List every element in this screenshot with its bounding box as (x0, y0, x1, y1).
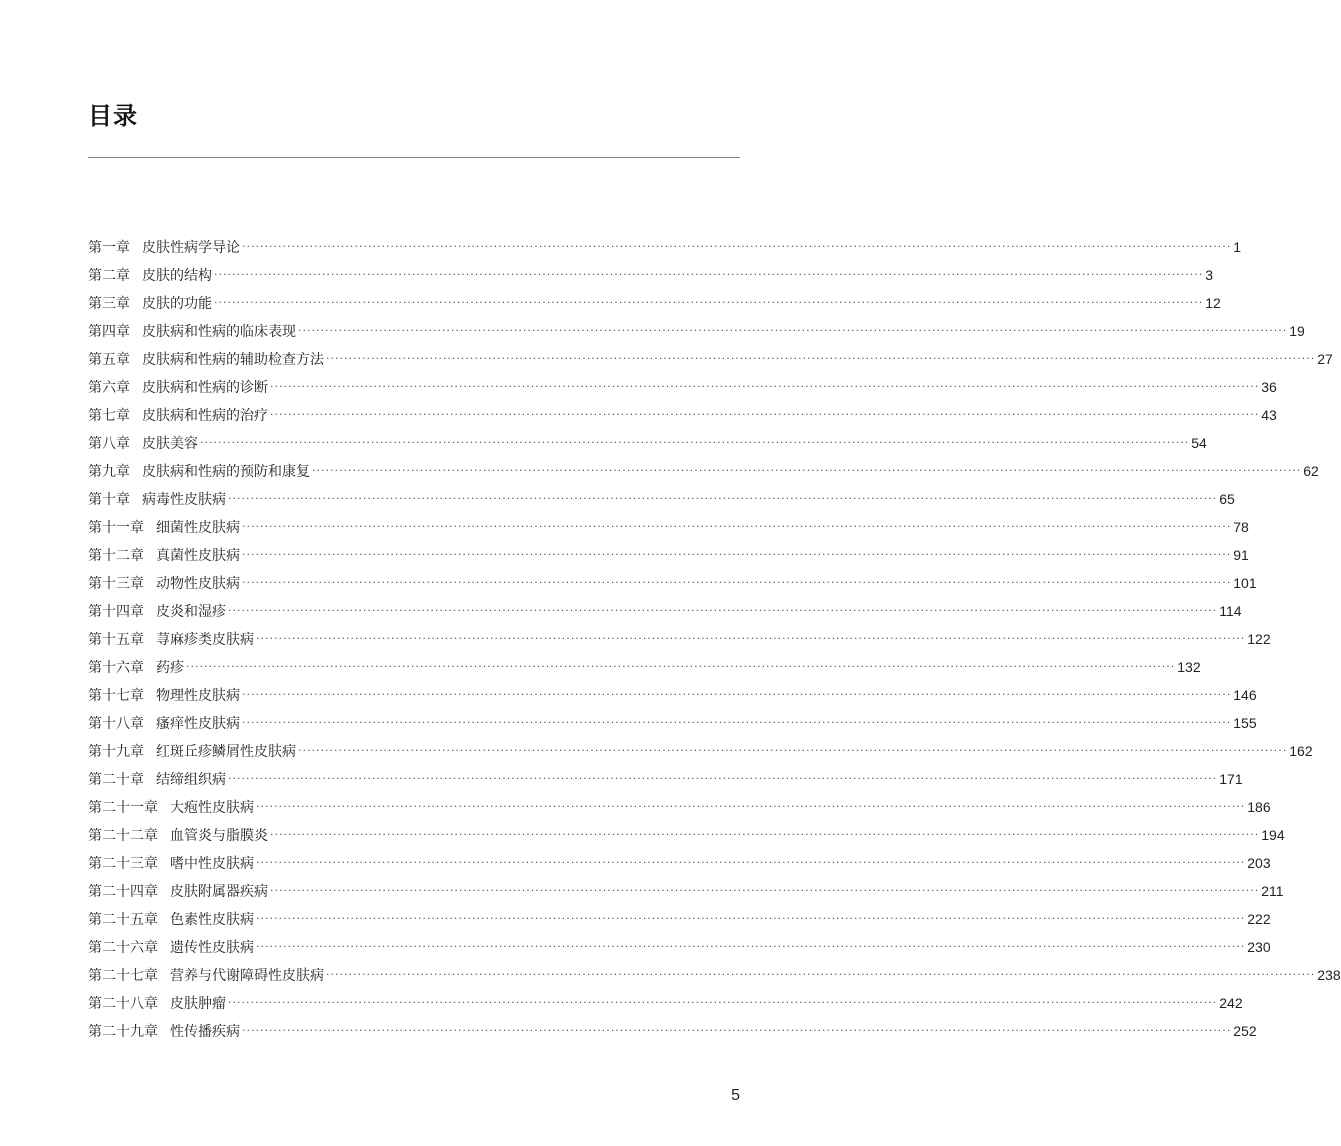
toc-chapter-number: 第十六章 (88, 660, 144, 676)
table-of-contents (88, 233, 1341, 1045)
toc-page-number: 230 (1247, 939, 1271, 955)
toc-chapter-number: 第二章 (88, 268, 130, 284)
toc-chapter-number: 第十二章 (88, 548, 144, 564)
toc-chapter-number: 第九章 (88, 464, 130, 480)
toc-chapter-number: 第四章 (88, 324, 130, 340)
toc-entry[interactable] (88, 597, 1242, 625)
toc-dot-leader: ···························································································································································································································· (242, 576, 1232, 589)
toc-dot-leader: ···························································································································································································································· (242, 520, 1232, 533)
toc-dot-leader: ···························································································································································································································· (270, 380, 1260, 393)
toc-page-number: 146 (1233, 687, 1257, 703)
toc-chapter-title: 皮肤附属器疾病 (170, 884, 268, 900)
toc-dot-leader: ···························································································································································································································· (242, 716, 1232, 729)
toc-page-number: 114 (1219, 603, 1242, 619)
toc-chapter-number: 第七章 (88, 408, 130, 424)
toc-chapter-title: 皮肤病和性病的诊断 (142, 380, 268, 396)
toc-dot-leader: ···························································································································································································································· (326, 352, 1316, 365)
toc-entry[interactable] (88, 653, 1201, 681)
toc-chapter-number: 第二十一章 (88, 800, 158, 816)
toc-entry[interactable] (88, 1017, 1257, 1045)
toc-entry[interactable] (88, 793, 1271, 821)
toc-page-number: 19 (1289, 323, 1305, 339)
toc-entry[interactable] (88, 345, 1333, 373)
toc-chapter-number: 第五章 (88, 352, 130, 368)
toc-chapter-title: 物理性皮肤病 (156, 688, 240, 704)
toc-dot-leader: ···························································································································································································································· (270, 408, 1260, 421)
toc-entry[interactable] (88, 961, 1341, 989)
toc-page-number: 203 (1247, 855, 1271, 871)
toc-entry[interactable] (88, 513, 1249, 541)
toc-chapter-number: 第二十二章 (88, 828, 158, 844)
toc-dot-leader: ···························································································································································································································· (242, 240, 1232, 253)
toc-chapter-number: 第十章 (88, 492, 130, 508)
toc-entry[interactable] (88, 233, 1242, 261)
toc-chapter-title: 动物性皮肤病 (156, 576, 240, 592)
toc-chapter-number: 第二十五章 (88, 912, 158, 928)
toc-entry[interactable] (88, 821, 1285, 849)
toc-page-number: 1 (1233, 239, 1242, 255)
toc-chapter-number: 第十八章 (88, 716, 144, 732)
toc-entry[interactable] (88, 485, 1235, 513)
toc-dot-leader: ···························································································································································································································· (312, 464, 1302, 477)
toc-page-number: 54 (1191, 435, 1207, 451)
page-title: 目录 (88, 102, 138, 130)
toc-page-number: 3 (1205, 267, 1214, 283)
toc-chapter-title: 结缔组织病 (156, 772, 226, 788)
toc-chapter-number: 第三章 (88, 296, 130, 312)
toc-chapter-title: 瘙痒性皮肤病 (156, 716, 240, 732)
toc-chapter-title: 皮肤肿瘤 (170, 996, 226, 1012)
toc-chapter-title: 皮肤病和性病的临床表现 (142, 324, 296, 340)
toc-page-number: 238 (1317, 967, 1341, 983)
toc-page-number: 171 (1219, 771, 1243, 787)
toc-dot-leader: ···························································································································································································································· (256, 912, 1246, 925)
toc-page-number: 78 (1233, 519, 1249, 535)
toc-page-number: 122 (1247, 631, 1271, 647)
toc-chapter-title: 红斑丘疹鳞屑性皮肤病 (156, 744, 296, 760)
toc-dot-leader: ···························································································································································································································· (242, 688, 1232, 701)
toc-entry[interactable] (88, 625, 1271, 653)
toc-chapter-title: 荨麻疹类皮肤病 (156, 632, 254, 648)
toc-entry[interactable] (88, 765, 1243, 793)
toc-page-number: 65 (1219, 491, 1235, 507)
toc-chapter-number: 第二十四章 (88, 884, 158, 900)
toc-chapter-number: 第二十六章 (88, 940, 158, 956)
toc-entry[interactable] (88, 373, 1277, 401)
toc-chapter-title: 皮炎和湿疹 (156, 604, 226, 620)
title-divider (88, 157, 740, 158)
toc-entry[interactable] (88, 429, 1207, 457)
toc-entry[interactable] (88, 289, 1221, 317)
toc-chapter-title: 色素性皮肤病 (170, 912, 254, 928)
toc-dot-leader: ···························································································································································································································· (228, 772, 1218, 785)
toc-dot-leader: ···························································································································································································································· (186, 660, 1176, 673)
toc-chapter-number: 第一章 (88, 240, 130, 256)
toc-page-number: 62 (1303, 463, 1319, 479)
toc-chapter-number: 第十四章 (88, 604, 144, 620)
toc-page-number: 242 (1219, 995, 1243, 1011)
toc-chapter-number: 第二十九章 (88, 1024, 158, 1040)
toc-chapter-title: 真菌性皮肤病 (156, 548, 240, 564)
toc-chapter-title: 大疱性皮肤病 (170, 800, 254, 816)
toc-chapter-number: 第二十三章 (88, 856, 158, 872)
toc-entry[interactable] (88, 849, 1271, 877)
toc-dot-leader: ···························································································································································································································· (270, 828, 1260, 841)
toc-dot-leader: ···························································································································································································································· (214, 296, 1204, 309)
toc-entry[interactable] (88, 877, 1284, 905)
toc-chapter-title: 病毒性皮肤病 (142, 492, 226, 508)
toc-dot-leader: ···························································································································································································································· (242, 1024, 1232, 1037)
toc-chapter-title: 性传播疾病 (170, 1024, 240, 1040)
toc-chapter-number: 第十九章 (88, 744, 144, 760)
toc-entry[interactable] (88, 261, 1214, 289)
toc-page-number: 155 (1233, 715, 1257, 731)
toc-chapter-title: 遗传性皮肤病 (170, 940, 254, 956)
toc-chapter-number: 第十五章 (88, 632, 144, 648)
toc-entry[interactable] (88, 457, 1319, 485)
toc-chapter-number: 第二十八章 (88, 996, 158, 1012)
toc-entry[interactable] (88, 569, 1257, 597)
toc-dot-leader: ···························································································································································································································· (228, 604, 1218, 617)
page-number: 5 (731, 1087, 740, 1104)
toc-page-number: 132 (1177, 659, 1201, 675)
toc-page-number: 27 (1317, 351, 1333, 367)
toc-chapter-title: 皮肤病和性病的辅助检查方法 (142, 352, 324, 368)
toc-dot-leader: ···························································································································································································································· (256, 940, 1246, 953)
toc-dot-leader: ···························································································································································································································· (256, 800, 1246, 813)
toc-chapter-title: 营养与代谢障碍性皮肤病 (170, 968, 324, 984)
toc-page-number: 36 (1261, 379, 1277, 395)
toc-dot-leader: ···························································································································································································································· (228, 492, 1218, 505)
toc-chapter-number: 第十三章 (88, 576, 144, 592)
toc-page-number: 252 (1233, 1023, 1257, 1039)
toc-chapter-title: 皮肤性病学导论 (142, 240, 240, 256)
toc-chapter-title: 皮肤病和性病的预防和康复 (142, 464, 310, 480)
toc-entry[interactable] (88, 737, 1313, 765)
toc-page-number: 222 (1247, 911, 1271, 927)
toc-entry[interactable] (88, 681, 1257, 709)
toc-dot-leader: ···························································································································································································································· (242, 548, 1232, 561)
toc-page-number: 43 (1261, 407, 1277, 423)
toc-dot-leader: ···························································································································································································································· (298, 744, 1288, 757)
toc-dot-leader: ···························································································································································································································· (326, 968, 1316, 981)
toc-chapter-title: 皮肤的功能 (142, 296, 212, 312)
toc-chapter-number: 第十七章 (88, 688, 144, 704)
toc-page-number: 186 (1247, 799, 1271, 815)
toc-chapter-title: 血管炎与脂膜炎 (170, 828, 268, 844)
toc-entry[interactable] (88, 317, 1305, 345)
toc-page-number: 91 (1233, 547, 1249, 563)
toc-chapter-title: 皮肤美容 (142, 436, 198, 452)
toc-dot-leader: ···························································································································································································································· (298, 324, 1288, 337)
toc-chapter-number: 第十一章 (88, 520, 144, 536)
toc-entry[interactable] (88, 709, 1257, 737)
toc-dot-leader: ···························································································································································································································· (256, 632, 1246, 645)
toc-chapter-number: 第六章 (88, 380, 130, 396)
toc-dot-leader: ···························································································································································································································· (228, 996, 1218, 1009)
toc-entry[interactable] (88, 401, 1277, 429)
toc-dot-leader: ···························································································································································································································· (270, 884, 1260, 897)
toc-dot-leader: ···························································································································································································································· (200, 436, 1190, 449)
toc-entry[interactable] (88, 905, 1271, 933)
toc-chapter-title: 皮肤的结构 (142, 268, 212, 284)
toc-entry[interactable] (88, 933, 1271, 961)
toc-page-number: 12 (1205, 295, 1221, 311)
toc-page-number: 211 (1261, 883, 1284, 899)
toc-dot-leader: ···························································································································································································································· (214, 268, 1204, 281)
toc-chapter-title: 皮肤病和性病的治疗 (142, 408, 268, 424)
toc-chapter-title: 药疹 (156, 660, 184, 676)
toc-entry[interactable] (88, 541, 1249, 569)
toc-chapter-title: 细菌性皮肤病 (156, 520, 240, 536)
toc-page-number: 162 (1289, 743, 1313, 759)
toc-chapter-number: 第二十章 (88, 772, 144, 788)
toc-chapter-number: 第二十七章 (88, 968, 158, 984)
toc-chapter-number: 第八章 (88, 436, 130, 452)
toc-chapter-title: 嗜中性皮肤病 (170, 856, 254, 872)
toc-page-number: 101 (1233, 575, 1257, 591)
toc-entry[interactable] (88, 989, 1243, 1017)
toc-dot-leader: ···························································································································································································································· (256, 856, 1246, 869)
toc-page-number: 194 (1261, 827, 1285, 843)
